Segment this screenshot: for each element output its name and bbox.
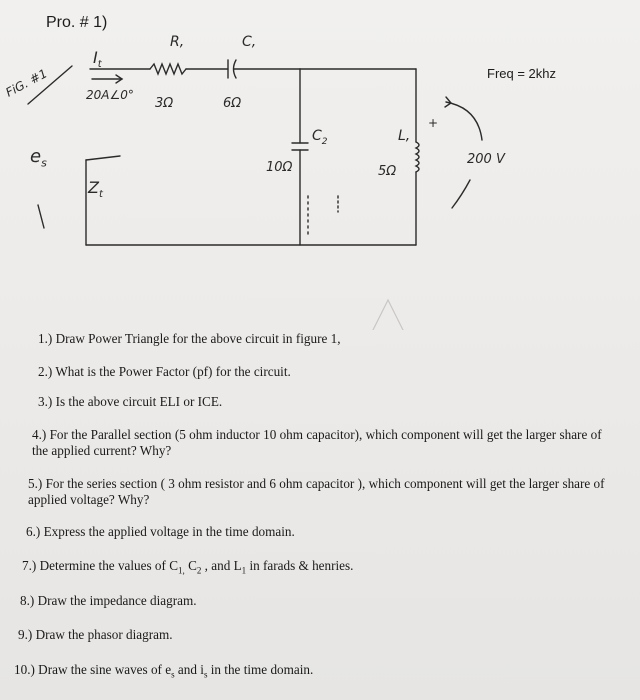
voltage-arrow-bottom <box>452 180 470 208</box>
source-mark-line <box>38 205 44 228</box>
resistor-r1 <box>150 64 186 74</box>
c1-value: 6Ω <box>223 96 242 111</box>
c2-label: $C_2$ <box>312 128 328 147</box>
l1-label: L, <box>398 128 411 144</box>
question-3: 3.) Is the above circuit ELI or ICE. <box>38 394 223 409</box>
current-value: 20A∠0° <box>86 88 134 102</box>
triangle-mark <box>368 300 408 330</box>
question-6: 6.) Express the applied voltage in the time domain. <box>26 524 295 539</box>
inductor-l1 <box>416 142 419 172</box>
question-7: 7.) Determine the values of $C_{1,}$ $C_2$ , and $L_1$ in farads & henries. <box>22 558 354 576</box>
r1-label: R, <box>170 34 185 50</box>
frequency-label: Freq = 2khz <box>487 66 557 81</box>
problem-title: Pro. # 1) <box>46 14 108 31</box>
r1-value: 3Ω <box>155 96 174 111</box>
question-4: 4.) For the Parallel section (5 ohm inductor 10 ohm capacitor), which component will get the larger share of the applied current? Why? <box>32 427 602 458</box>
c1-label: C, <box>242 34 257 50</box>
question-1: 1.) Draw Power Triangle for the above circuit in figure 1, <box>38 331 341 346</box>
voltage-value: 200 V <box>467 152 505 167</box>
voltage-arrow-top <box>446 102 482 140</box>
l1-value: 5Ω <box>378 164 397 179</box>
question-9: 9.) Draw the phasor diagram. <box>18 627 173 642</box>
fig-label: FiG. #1 <box>3 66 50 100</box>
current-symbol: $I_t$ <box>93 48 102 71</box>
question-8: 8.) Draw the impedance diagram. <box>20 593 197 608</box>
source-symbol: $e_s$ <box>30 146 47 170</box>
wire-source-open <box>86 156 120 160</box>
c2-value: 10Ω <box>266 160 293 175</box>
question-5: 5.) For the series section ( 3 ohm resistor and 6 ohm capacitor ), which component will get the larger share of applied voltage? Why? <box>28 476 605 507</box>
plus-sign: + <box>428 116 439 130</box>
impedance-symbol: $Z_t$ <box>88 178 103 201</box>
question-10: 10.) Draw the sine waves of $e_s$ and $i_s$ in the time domain. <box>14 662 314 680</box>
question-2: 2.) What is the Power Factor (pf) for the circuit. <box>38 364 291 379</box>
